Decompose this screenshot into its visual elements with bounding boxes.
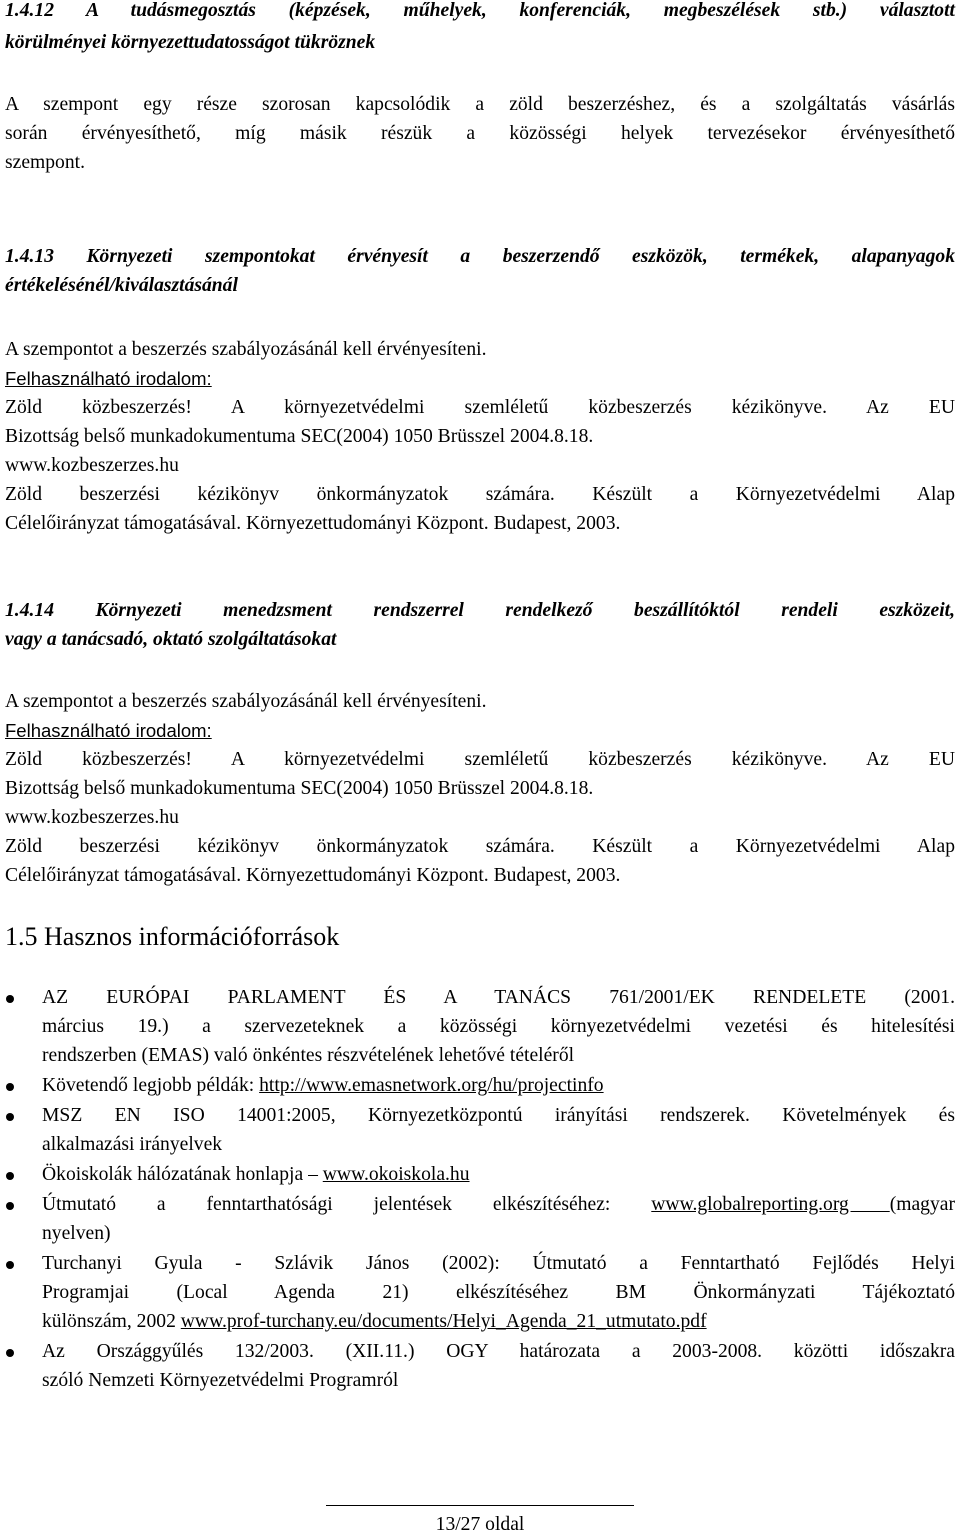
bullet-2-text: Követendő legjobb példák: — [42, 1075, 260, 1096]
bullet-4 — [42, 1164, 470, 1186]
footer-divider — [326, 1505, 634, 1506]
para-1-4-14-body: A szempontot a beszerzés szabályozásánál kell érvényesíteni. — [5, 691, 487, 712]
lit-1-4-14-line1: Zöld közbeszerzés! A környezetvédelmi szemléletű közbeszerzés kézikönyve. Az EU — [5, 749, 955, 770]
bullet-icon — [6, 1202, 14, 1210]
lit-1-4-13-line1: Zöld közbeszerzés! A környezetvédelmi szemléletű közbeszerzés kézikönyve. Az EU — [5, 397, 955, 418]
heading-1-4-13-line2: értékelésénél/kiválasztásánál — [5, 275, 238, 296]
heading-1-4-13-line1: 1.4.13 Környezeti szempontokat érvényesít a beszerzendő eszközök, termékek, alapanyagok — [5, 246, 955, 267]
lit-1-4-14-line2: Bizottság belső munkadokumentuma SEC(2004) 1050 Brüsszel 2004.8.18. — [5, 778, 594, 799]
bullet-5-line1 — [42, 1194, 955, 1216]
bullet-6-line3-text: különszám, 2002 — [42, 1311, 181, 1332]
globalreporting-link[interactable]: www.globalreporting.org — [651, 1194, 890, 1215]
heading-1-4-14-line1: 1.4.14 Környezeti menedzsment rendszerrel rendelkező beszállítóktól rendeli eszközeit, — [5, 600, 955, 621]
bullet-6-line2: Programjai (Local Agenda 21) elkészítéséhez BM Önkormányzati Tájékoztató — [42, 1282, 955, 1303]
bullet-5-tail: (magyar — [889, 1194, 955, 1215]
bullet-5-line2: nyelven) — [42, 1223, 111, 1244]
bullet-6-line1: Turchanyi Gyula - Szlávik János (2002): Útmutató a Fenntartható Fejlődés Helyi — [42, 1253, 955, 1274]
bullet-icon — [6, 1172, 14, 1180]
para-1-4-13-body: A szempontot a beszerzés szabályozásánál kell érvényesíteni. — [5, 339, 487, 360]
bullet-6-line3 — [42, 1311, 707, 1333]
lit-1-4-13-line4: Zöld beszerzési kézikönyv önkormányzatok számára. Készült a Környezetvédelmi Alap — [5, 484, 955, 505]
heading-1-5: 1.5 Hasznos információforrások — [5, 922, 340, 951]
bullet-1-line3: rendszerben (EMAS) való önkéntes részvételének lehetővé tételéről — [42, 1045, 575, 1066]
bullet-icon — [6, 1261, 14, 1269]
lit-label-1-4-13: Felhasználható irodalom: — [5, 368, 212, 389]
lit-1-4-13-line3: www.kozbeszerzes.hu — [5, 455, 179, 476]
prof-turchany-link[interactable]: www.prof-turchany.eu/documents/Helyi_Agenda_21_utmutato.pdf — [180, 1311, 707, 1332]
bullet-7-line2: szóló Nemzeti Környezetvédelmi Programról — [42, 1370, 399, 1391]
para-1-4-12-line2: során érvényesíthető, míg másik részük a közösségi helyek tervezésekor érvényesíthető — [5, 123, 955, 144]
bullet-3-line1: MSZ EN ISO 14001:2005, Környezetközpontú irányítási rendszerek. Követelmények és — [42, 1105, 955, 1126]
lit-1-4-14-line5: Célelőirányzat támogatásával. Környezettudományi Központ. Budapest, 2003. — [5, 865, 621, 886]
bullet-1-line2: március 19.) a szervezeteknek a közösségi környezetvédelmi vezetési és hitelesítési — [42, 1016, 955, 1037]
okoiskola-link[interactable]: www.okoiskola.hu — [322, 1164, 470, 1185]
bullet-4-text: Ökoiskolák hálózatának honlapja – — [42, 1164, 323, 1185]
para-1-4-12-line1: A szempont egy része szorosan kapcsolódik a zöld beszerzéshez, és a szolgáltatás vásárlás — [5, 94, 955, 115]
bullet-icon — [6, 995, 14, 1003]
heading-1-4-12-line2: körülményei környezettudatosságot tükröznek — [5, 32, 376, 53]
bullet-7-line1: Az Országgyűlés 132/2003. (XII.11.) OGY határozata a 2003-2008. közötti időszakra — [42, 1341, 955, 1362]
lit-1-4-14-line3: www.kozbeszerzes.hu — [5, 807, 179, 828]
bullet-1-line1: AZ EURÓPAI PARLAMENT ÉS A TANÁCS 761/2001/EK RENDELETE (2001. — [42, 987, 955, 1008]
bullet-2 — [42, 1075, 604, 1097]
heading-1-4-12-line1: 1.4.12 A tudásmegosztás (képzések, műhelyek, konferenciák, megbeszélések stb.) választott — [5, 0, 955, 21]
lit-1-4-13-line5: Célelőirányzat támogatásával. Környezettudományi Központ. Budapest, 2003. — [5, 513, 621, 534]
lit-1-4-14-line4: Zöld beszerzési kézikönyv önkormányzatok számára. Készült a Környezetvédelmi Alap — [5, 836, 955, 857]
page-number: 13/27 oldal — [435, 1514, 525, 1535]
bullet-icon — [6, 1113, 14, 1121]
para-1-4-12-line3: szempont. — [5, 152, 85, 173]
lit-label-1-4-14: Felhasználható irodalom: — [5, 720, 212, 741]
bullet-3-line2: alkalmazási irányelvek — [42, 1134, 223, 1155]
bullet-5-text: Útmutató a fenntarthatósági jelentések elkészítéséhez: — [42, 1194, 652, 1215]
heading-1-4-14-line2: vagy a tanácsadó, oktató szolgáltatásokat — [5, 629, 337, 650]
lit-1-4-13-line2: Bizottság belső munkadokumentuma SEC(2004) 1050 Brüsszel 2004.8.18. — [5, 426, 594, 447]
bullet-icon — [6, 1083, 14, 1091]
emasnetwork-link[interactable]: http://www.emasnetwork.org/hu/projectinfo — [259, 1075, 604, 1096]
bullet-icon — [6, 1349, 14, 1357]
